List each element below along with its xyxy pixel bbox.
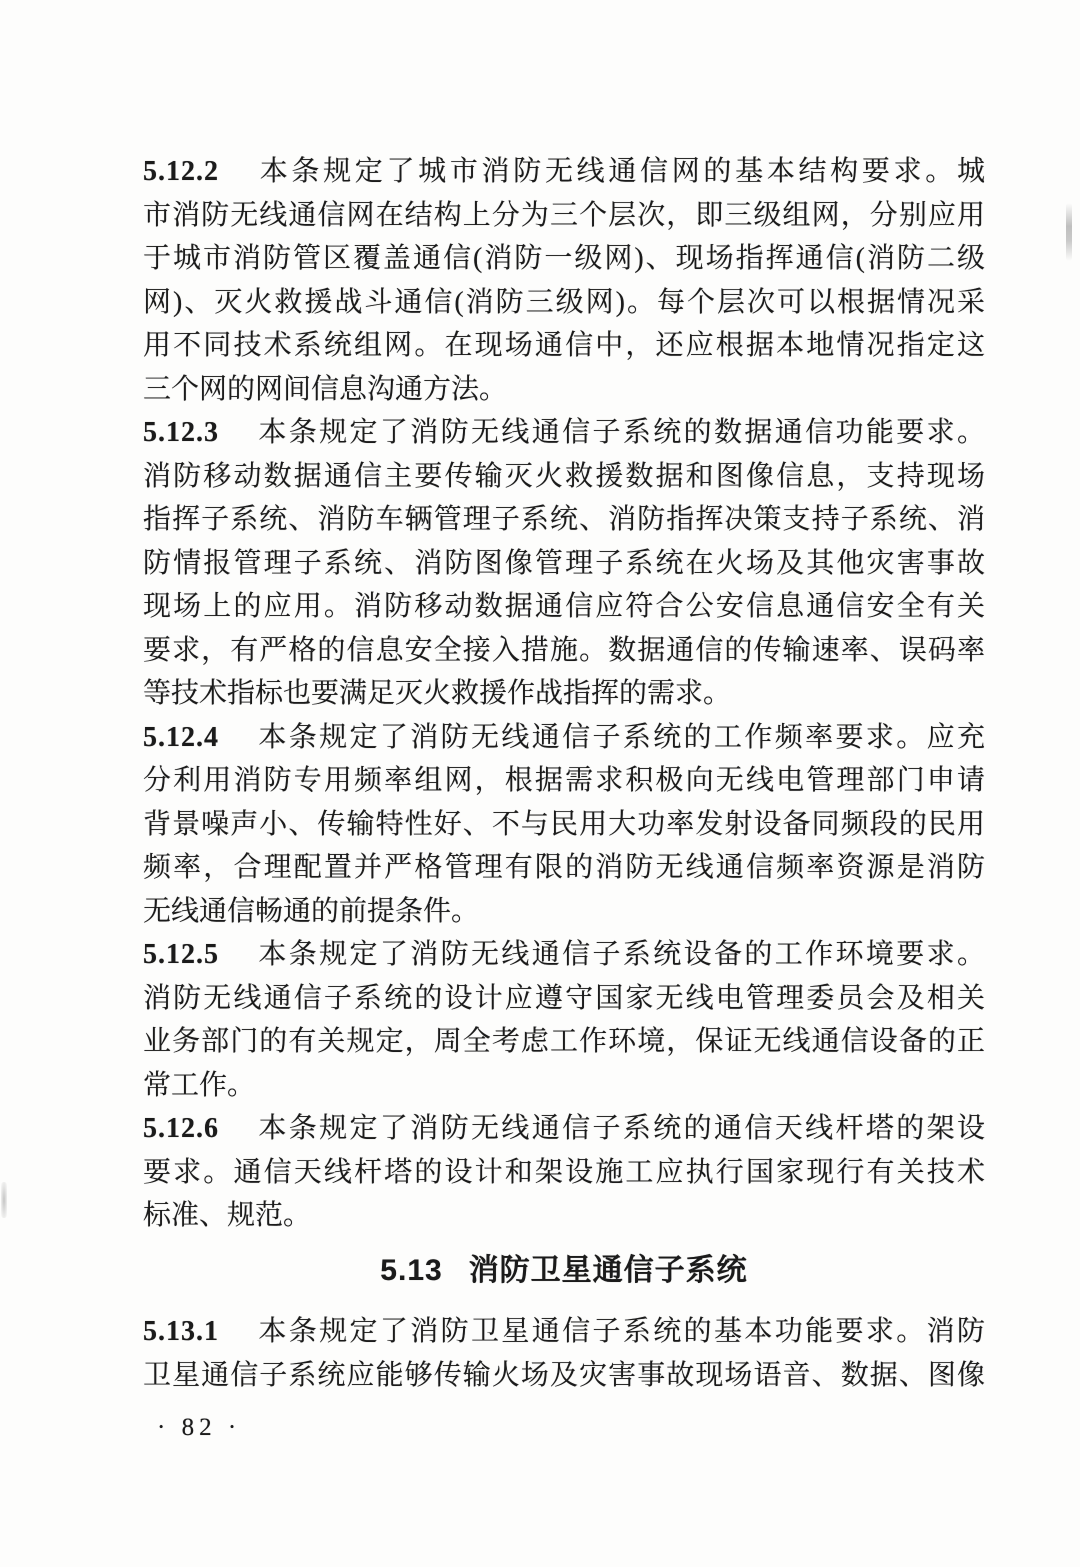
text-line: 用不同技术系统组网。在现场通信中，还应根据本地情况指定这 bbox=[143, 330, 985, 361]
text-line: 分利用消防专用频率组网，根据需求积极向无线电管理部门申请 bbox=[143, 765, 985, 796]
clause-5.12.4 bbox=[143, 716, 985, 934]
section-number: 5.13 bbox=[380, 1253, 443, 1287]
clause-number: 5.12.6 bbox=[143, 1113, 219, 1144]
clause-number: 5.13.1 bbox=[143, 1316, 219, 1347]
line-text: 本条规定了消防无线通信子系统的数据通信功能要求。 bbox=[256, 417, 985, 448]
text-line: 无线通信畅通的前提条件。 bbox=[143, 895, 480, 927]
text-line: 业务部门的有关规定，周全考虑工作环境，保证无线通信设备的正 bbox=[143, 1026, 985, 1057]
text-line bbox=[143, 716, 985, 760]
clause-5.12.5 bbox=[143, 933, 985, 1107]
page-content bbox=[143, 150, 985, 1450]
text-line: 网)、灭火救援战斗通信(消防三级网)。每个层次可以根据情况采 bbox=[143, 286, 985, 318]
text-line: 标准、规范。 bbox=[143, 1200, 312, 1231]
text-line: 现场上的应用。消防移动数据通信应符合公安信息通信安全有关 bbox=[143, 591, 985, 622]
line-text: 本条规定了城市消防无线通信网的基本结构要求。城 bbox=[256, 156, 985, 187]
clause-5.13.1 bbox=[143, 1310, 985, 1397]
text-line: 市消防无线通信网在结构上分为三个层次，即三级组网，分别应用 bbox=[143, 199, 985, 231]
clause-number: 5.12.4 bbox=[143, 721, 219, 753]
text-line: 指挥子系统、消防车辆管理子系统、消防指挥决策支持子系统、消 bbox=[143, 504, 985, 535]
text-line: 等技术指标也要满足灭火救援作战指挥的需求。 bbox=[143, 678, 732, 709]
text-line: 消防无线通信子系统的设计应遵守国家无线电管理委员会及相关 bbox=[143, 982, 985, 1014]
scan-artifact-left bbox=[1, 1182, 7, 1218]
line-text: 本条规定了消防无线通信子系统的通信天线杆塔的架设 bbox=[256, 1113, 985, 1144]
text-line: 常工作。 bbox=[143, 1069, 256, 1101]
text-blocks bbox=[143, 150, 985, 1397]
clause-5.12.2 bbox=[143, 150, 985, 411]
text-line bbox=[143, 1107, 985, 1151]
text-line bbox=[143, 150, 985, 194]
section-heading bbox=[143, 1249, 985, 1293]
line-text: 本条规定了消防卫星通信子系统的基本功能要求。消防 bbox=[256, 1316, 985, 1347]
text-line bbox=[143, 933, 985, 977]
text-line: 要求。通信天线杆塔的设计和架设施工应执行国家现行有关技术 bbox=[143, 1156, 985, 1188]
clause-5.12.6 bbox=[143, 1107, 985, 1238]
text-line bbox=[143, 411, 985, 455]
line-text: 本条规定了消防无线通信子系统的工作频率要求。应充 bbox=[256, 721, 985, 753]
text-line: 于城市消防管区覆盖通信(消防一级网)、现场指挥通信(消防二级 bbox=[143, 243, 985, 274]
text-line: 要求，有严格的信息安全接入措施。数据通信的传输速率、误码率 bbox=[143, 634, 985, 666]
clause-5.12.3 bbox=[143, 411, 985, 716]
text-line: 三个网的网间信息沟通方法。 bbox=[143, 373, 508, 405]
text-line: 消防移动数据通信主要传输灭火救援数据和图像信息，支持现场 bbox=[143, 460, 985, 492]
clause-number: 5.12.3 bbox=[143, 417, 219, 448]
text-line: 卫星通信子系统应能够传输火场及灾害事故现场语音、数据、图像 bbox=[143, 1359, 985, 1391]
text-line: 频率，合理配置并严格管理有限的消防无线通信频率资源是消防 bbox=[143, 852, 985, 883]
section-title: 消防卫星通信子系统 bbox=[468, 1253, 748, 1287]
text-line: 防情报管理子系统、消防图像管理子系统在火场及其他灾害事故 bbox=[143, 547, 985, 579]
text-line bbox=[143, 1310, 985, 1354]
clause-number: 5.12.5 bbox=[143, 939, 219, 970]
clause-number: 5.12.2 bbox=[143, 156, 219, 187]
page-number: · 82 · bbox=[157, 1414, 242, 1441]
line-text: 本条规定了消防无线通信子系统设备的工作环境要求。 bbox=[256, 939, 985, 970]
scan-artifact-right bbox=[1066, 203, 1072, 261]
text-line: 背景噪声小、传输特性好、不与民用大功率发射设备同频段的民用 bbox=[143, 808, 985, 840]
